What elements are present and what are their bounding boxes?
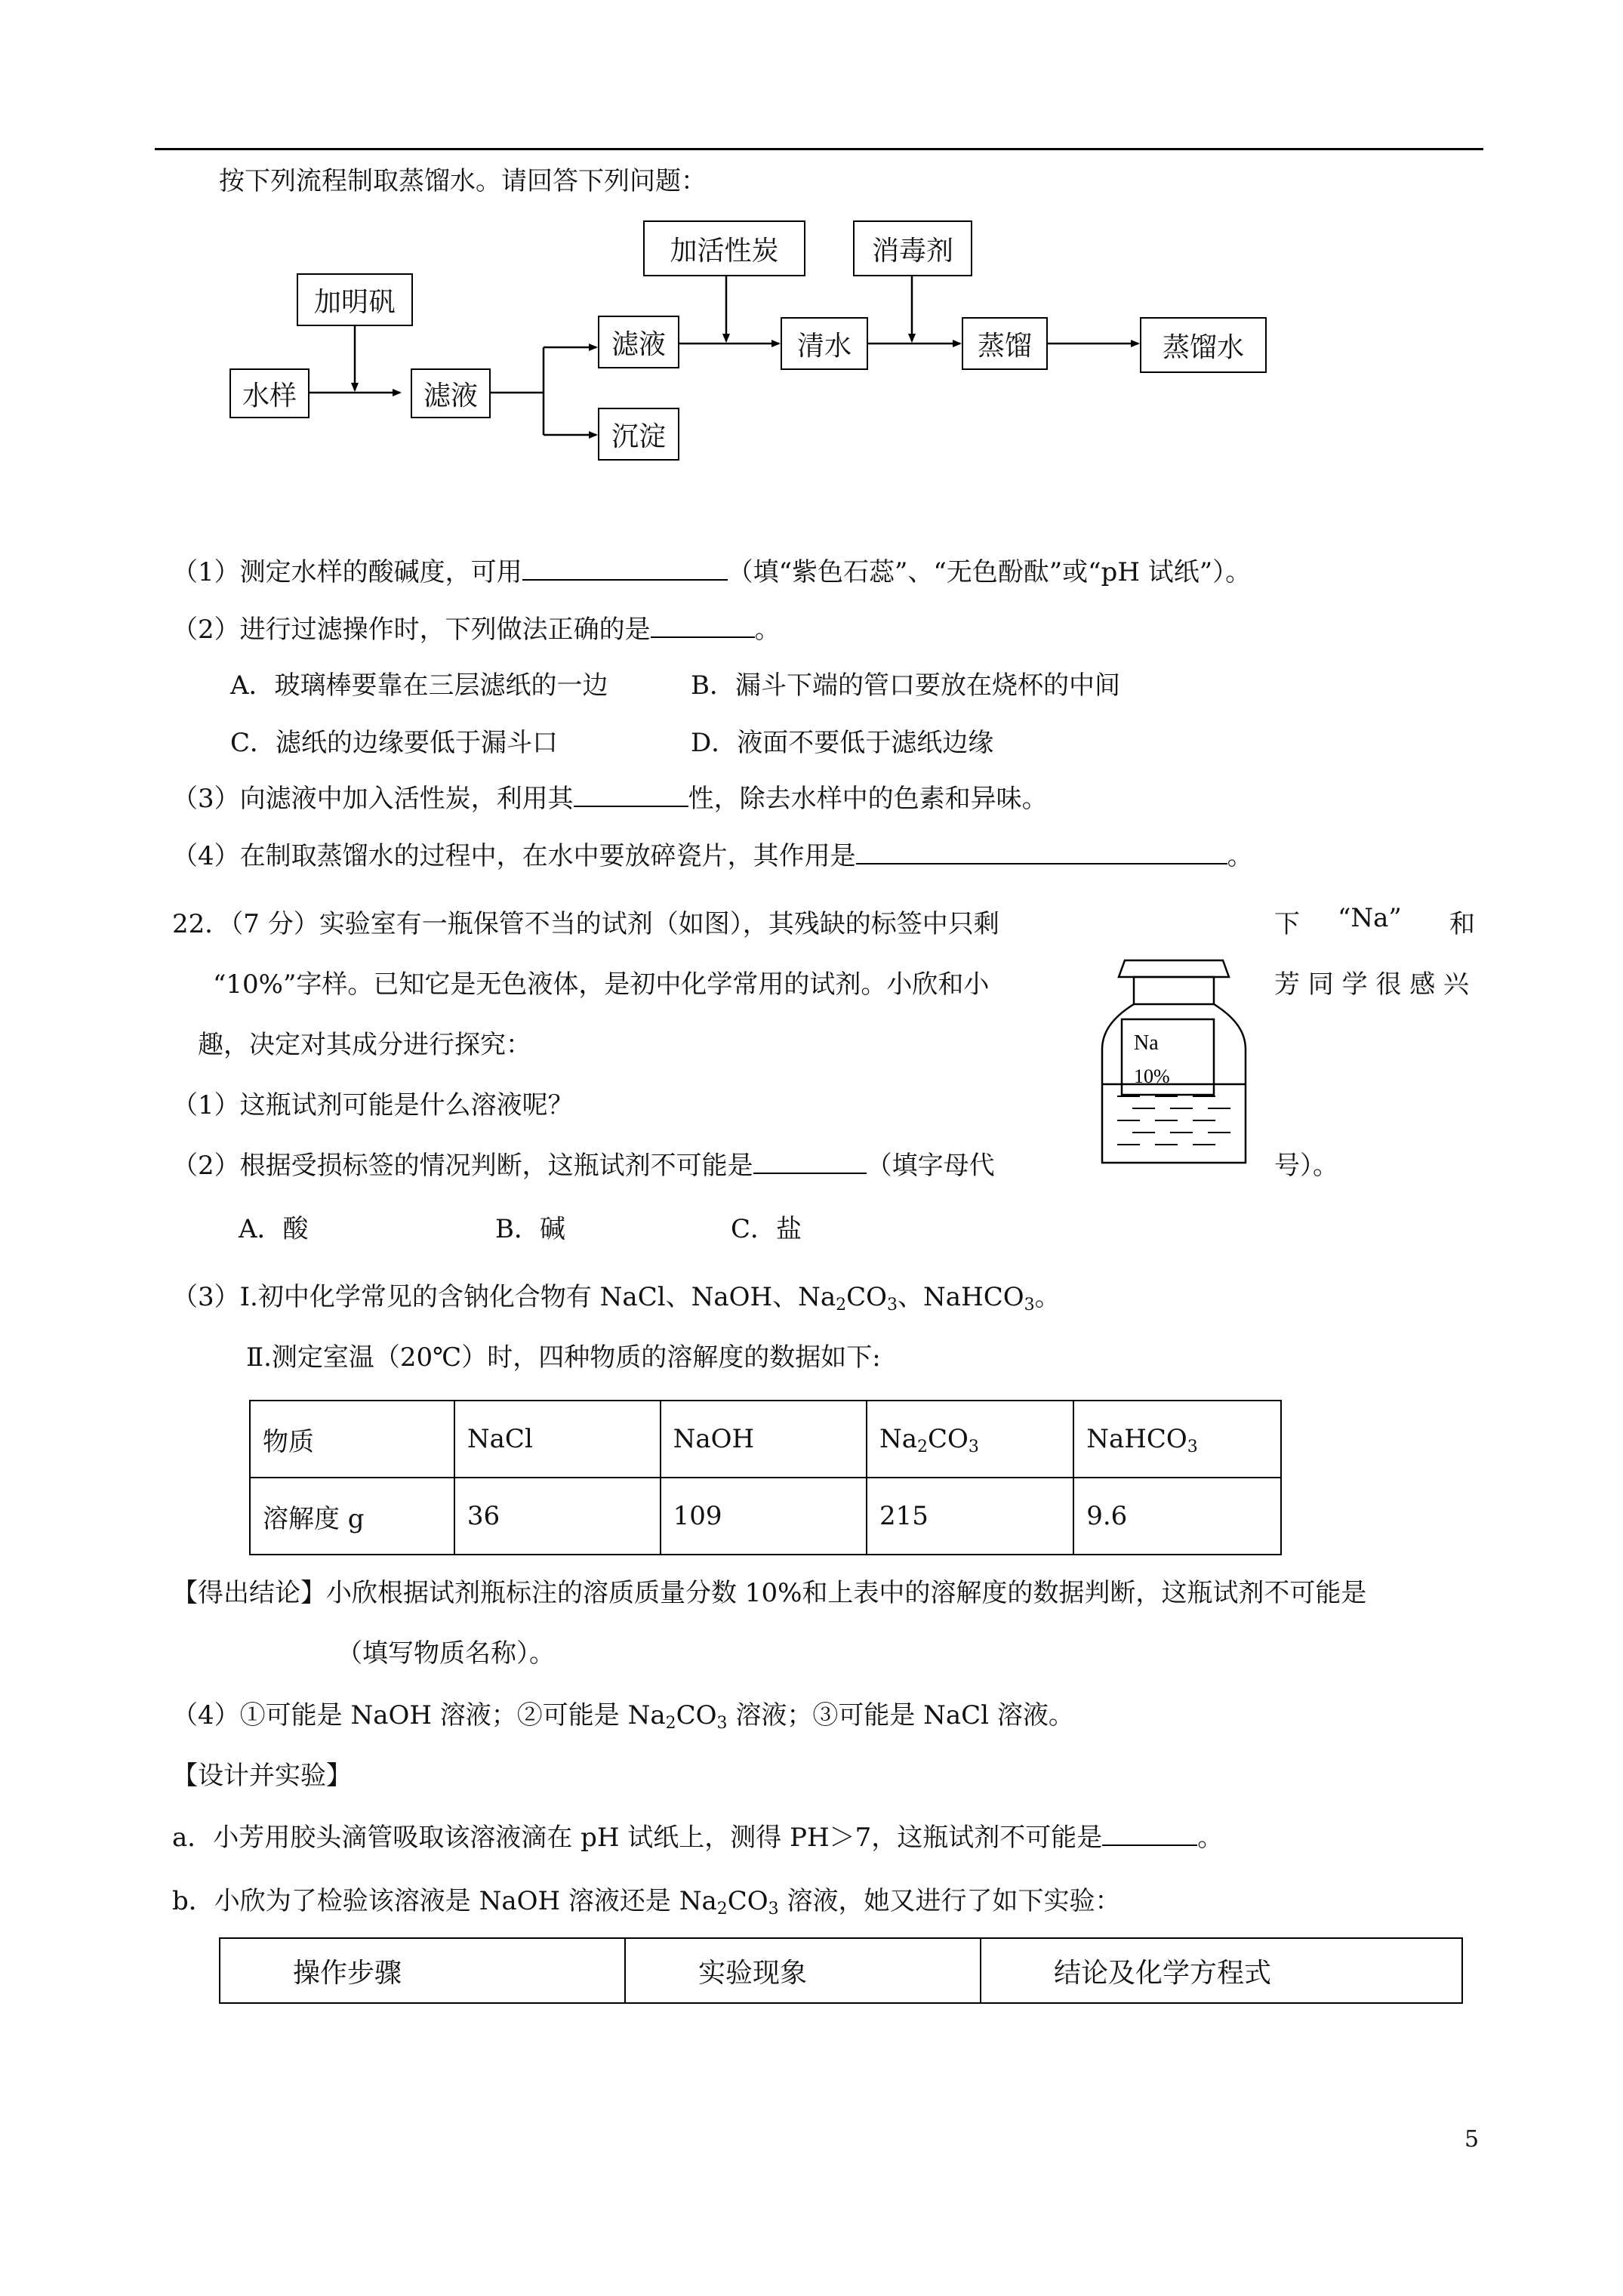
liquid-lines (1117, 1096, 1230, 1145)
q21-part3: （3）向滤液中加入活性炭，利用其 性，除去水样中的色素和异味。 (172, 784, 1048, 814)
q22-option-a: A．酸 (239, 1214, 309, 1244)
q22-part3-i: （3）Ⅰ.初中化学常见的含钠化合物有 NaCl、NaOH、$Na_2CO_3$、NaHCO$_3$。 (172, 1282, 1061, 1314)
q22-part4: （4）①可能是 NaOH 溶液；②可能是 $Na_2CO_3$ 溶液；③可能是 NaCl 溶液。 (172, 1700, 1074, 1733)
flow-filtrate-1: 滤液 (411, 368, 491, 418)
bottle-label-na: Na (1134, 1031, 1159, 1055)
q22-part3-ii: Ⅱ.测定室温（20℃）时，四种物质的溶解度的数据如下: (246, 1342, 881, 1373)
answer-blank[interactable] (522, 556, 728, 581)
flow-alum: 加明矾 (297, 273, 413, 326)
flow-arrows (0, 0, 1623, 529)
experiment-table (219, 1937, 1463, 2004)
answer-blank[interactable] (753, 1150, 867, 1174)
q22-line1-xia: 下 (1274, 909, 1300, 939)
table-cell: 215 (867, 1478, 1073, 1555)
table-header-cell: 物质 (250, 1401, 454, 1478)
q21-part4: （4）在制取蒸馏水的过程中，在水中要放碎瓷片，其作用是 。 (172, 841, 1253, 871)
q22-part2: （2）根据受损标签的情况判断，这瓶试剂不可能是 （填字母代 (172, 1151, 995, 1181)
q21-option-d: D．液面不要低于滤纸边缘 (691, 728, 994, 758)
table-cell: 109 (661, 1478, 867, 1555)
q22-line3: 趣，决定对其成分进行探究： (198, 1030, 531, 1060)
q21-option-b: B．漏斗下端的管口要放在烧杯的中间 (691, 670, 1120, 701)
flow-clear-water: 清水 (781, 317, 868, 370)
flow-distilled-water: 蒸馏水 (1140, 317, 1267, 373)
q22-line1-na: “Na” (1338, 903, 1402, 933)
q22-option-b: B．碱 (495, 1214, 565, 1244)
table-header-cell: NaCl (454, 1401, 661, 1478)
table-cell: 溶解度 g (250, 1478, 454, 1555)
q21-option-a: A．玻璃棒要靠在三层滤纸的一边 (230, 670, 608, 701)
q22-line2-end: 芳 同 学 很 感 兴 (1274, 969, 1470, 1000)
solubility-table (249, 1400, 1282, 1555)
flow-precipitate: 沉淀 (598, 408, 679, 461)
table-header-cell: 实验现象 (625, 1938, 981, 2003)
q22-option-c: C．盐 (731, 1214, 802, 1244)
intro-text: 按下列流程制取蒸馏水。请回答下列问题： (219, 166, 707, 196)
answer-blank[interactable] (574, 783, 688, 807)
reagent-bottle-figure (1095, 936, 1261, 1178)
q21-part2: （2）进行过滤操作时，下列做法正确的是 。 (172, 615, 781, 645)
q22-part2-end: 号）。 (1274, 1151, 1338, 1181)
conclusion-line: 【得出结论】小欣根据试剂瓶标注的溶质质量分数 10%和上表中的溶解度的数据判断，这瓶试剂不可能是 (172, 1578, 1367, 1608)
q21-option-c: C．滤纸的边缘要低于漏斗口 (230, 728, 559, 758)
q22-line2: “10%”字样。已知它是无色液体，是初中化学常用的试剂。小欣和小 (213, 969, 990, 1000)
bottle-label-percent: 10% (1134, 1065, 1170, 1087)
page-number: 5 (1464, 2126, 1480, 2153)
flow-distillation: 蒸馏 (962, 317, 1048, 370)
table-row (250, 1478, 1281, 1555)
table-header-cell: 结论及化学方程式 (981, 1938, 1462, 2003)
answer-blank[interactable] (1102, 1822, 1197, 1846)
table-cell: 36 (454, 1478, 661, 1555)
table-row (250, 1401, 1281, 1478)
table-header-cell: NaHCO$_3$ (1073, 1401, 1281, 1478)
flow-filtrate-2: 滤液 (598, 316, 679, 368)
table-header-cell: NaOH (661, 1401, 867, 1478)
bottle-stopper (1119, 960, 1229, 977)
answer-blank[interactable] (651, 614, 755, 638)
design-step-a: a．小芳用胶头滴管吸取该溶液滴在 pH 试纸上，测得 PH＞7，这瓶试剂不可能是 。 (172, 1823, 1224, 1853)
conclusion-line-2: （填写物质名称）。 (337, 1638, 555, 1669)
answer-blank[interactable] (856, 840, 1227, 864)
flow-activated-carbon: 加活性炭 (643, 220, 805, 276)
design-step-b: b．小欣为了检验该溶液是 NaOH 溶液还是 $Na_2CO_3$ 溶液，她又进行了如下实验： (172, 1886, 1121, 1918)
bottle-neck (1134, 977, 1214, 1004)
table-row (220, 1938, 1462, 2003)
table-header-cell: 操作步骤 (220, 1938, 625, 2003)
design-heading: 【设计并实验】 (172, 1761, 352, 1791)
q22-part1: （1）这瓶试剂可能是什么溶液呢？ (172, 1090, 574, 1120)
flow-disinfectant: 消毒剂 (853, 220, 972, 276)
table-header-cell: $Na_2CO_3$ (867, 1401, 1073, 1478)
flow-water-sample: 水样 (229, 368, 310, 418)
table-cell: 9.6 (1073, 1478, 1281, 1555)
q22-line1: 22．（7 分）实验室有一瓶保管不当的试剂（如图），其残缺的标签中只剩 (172, 909, 999, 939)
q22-line1-he: 和 (1449, 909, 1475, 939)
q21-part1: （1）测定水样的酸碱度，可用 （填“紫色石蕊”、“无色酚酞”或“pH 试纸”）。 (172, 557, 1252, 587)
